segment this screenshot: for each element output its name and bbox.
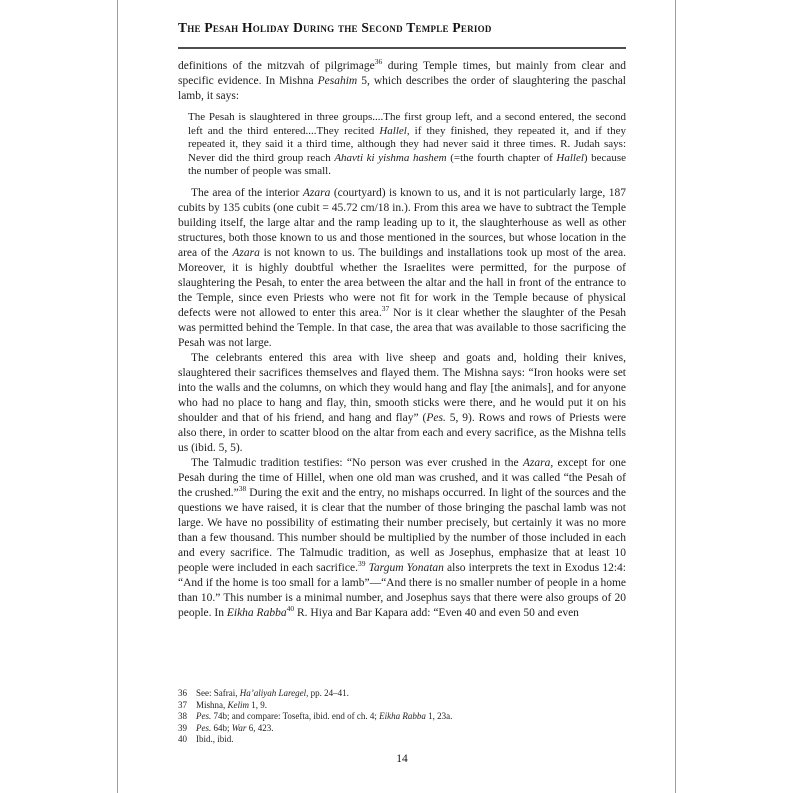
text-run: War <box>231 722 247 733</box>
footnote-row <box>178 734 626 746</box>
text-run: 5, which describes the order of slaughtering the paschal lamb, it says: <box>178 75 627 102</box>
text-run: The Pesah is slaughtered in three groups....The first group left, and a second entered, the second left and the third entered....They recited <box>188 111 626 137</box>
text-run: Pes. <box>196 711 212 722</box>
text-run: Ahavti ki yishma hashem <box>334 151 447 164</box>
footnote-row <box>178 711 626 723</box>
text-run: Azara <box>232 246 260 259</box>
text-run: Pes. <box>196 722 212 733</box>
text-run: 74b; and compare: Tosefta, ibid. end of ch. 4; <box>211 711 380 722</box>
text-run: Hallel <box>556 151 584 164</box>
footnote-number: 36 <box>178 688 187 698</box>
footnote-number: 37 <box>178 699 187 710</box>
body-paragraph <box>178 59 626 104</box>
text-run: Azara <box>302 186 331 199</box>
text-run: during Temple times, but mainly from clear and specific evidence. In Mishna <box>178 60 626 87</box>
text-run: Ha’aliyah Laregel <box>239 688 307 698</box>
text-run: Nor is it clear whether the slaughter of the Pesah was permitted behind the Temple. In that case, the area that was available to those sacrificing the Pesah was not large. <box>178 306 626 349</box>
text-run: , except for one Pesah during the time of Hillel, when one old man was crushed, and it was called “the Pesah of the crushed.” <box>178 456 626 499</box>
page-content <box>178 0 626 793</box>
footnote-text <box>196 711 626 723</box>
text-run: definitions of the mitzvah of pilgrimage <box>178 60 375 72</box>
footnote-text <box>196 723 626 735</box>
text-run: Mishna, <box>196 699 228 710</box>
footnote-text <box>196 688 626 700</box>
footnote-row <box>178 700 626 712</box>
footnote-number: 38 <box>178 711 187 722</box>
footnote-row <box>178 723 626 735</box>
text-run: 1, 23a. <box>425 711 453 722</box>
title-divider <box>178 47 626 49</box>
footnote-ref: 38 <box>238 483 247 493</box>
text-run: Ibid., ibid. <box>196 734 234 745</box>
footnote-row <box>178 688 626 700</box>
footnote-ref: 36 <box>374 57 383 67</box>
text-run: (=the fourth chapter of <box>446 151 557 164</box>
footnote-number: 39 <box>178 722 187 733</box>
text-run: Hallel <box>379 124 407 137</box>
text-run: Eikha Rabba <box>226 606 287 619</box>
page-number: 14 <box>396 753 408 765</box>
text-run: 1, 9. <box>249 699 267 710</box>
text-run: During the exit and the entry, no mishaps occurred. In light of the sources and the questions we have raised, it is clear that the number of those bringing the paschal lamb was not large. We have no possibility of estimating their number precisely, but certainly it was no more than a few thousand. This number should be multiplied by the number of those included in each and every sacrifice. The Talmudic tradition, as well as Josephus, emphasize that at least 10 people were included in each sacrifice. <box>178 486 626 574</box>
block-quote <box>188 111 626 179</box>
text-run: (courtyard) is known to us, and it is not particularly large, 187 cubits by 135 cubits (one cubit = 45.72 cm/18 in.). From this area we have to subtract the Temple building itself, the large altar and the ramp leading up to it, the slaughterhouse as well as other structures, both those known to us and those mentioned in the sources, but whose location in the area of the <box>178 186 626 259</box>
text-run: , pp. 24–41. <box>306 688 349 698</box>
text-run: Pes. <box>426 411 446 424</box>
text-run: , if they finished, they repeated it, and if they repeated it, they said it a third time, although they had never said it three times. R. Judah says: Never did the third group reach <box>188 124 626 164</box>
page-title: The Pesah Holiday During the Second Temple Period <box>178 20 492 35</box>
text-run: The area of the interior <box>191 186 303 199</box>
text-run: Kelim <box>227 699 249 710</box>
text-run: The celebrants entered this area with live sheep and goats and, holding their knives, slaughtered their sacrifices themselves and flayed them. The Mishna says: “Iron hooks were set into the walls and the columns, on which they would hang and flay [the animals], and for anyone who had no place to hang and flay, thin, smooth sticks were there, and he would put it on his shoulder and that of his friend, and hang and flay” ( <box>178 351 626 424</box>
text-run: also interprets the text in Exodus 12:4: “And if the home is too small for a lamb”—“And there is no smaller number of people in a home than 10.” This number is a minimal number, and Josephus says that there were also groups of 20 people. In <box>178 561 627 619</box>
footnote-ref: 39 <box>357 558 366 568</box>
footnotes-section <box>178 688 626 746</box>
text-run: 5, 9). Rows and rows of Priests were also there, in order to scatter blood on the altar from each and every sacrifice, as the Mishna tells us (ibid. 5, 5). <box>178 411 626 454</box>
body-paragraph <box>178 456 626 621</box>
text-run: Pesahim <box>317 75 358 87</box>
text-run: Eikha Rabba <box>379 711 426 722</box>
text-run: Azara <box>522 456 551 469</box>
book-page <box>117 0 676 793</box>
text-run: Targum Yonatan <box>368 561 444 574</box>
body-text <box>178 59 626 621</box>
text-run: 6, 423. <box>246 722 274 733</box>
footnote-ref: 40 <box>286 603 295 613</box>
footnote-ref: 37 <box>381 303 390 313</box>
text-run: is not known to us. The buildings and installations took up most of the area. Moreover, it is highly doubtful whether the Israelites were permitted, for the purpose of slaughtering the Pesah, to enter the area between the altar and the hall in front of the entrance to the Temple, since even Priests who were not fit for work in the Temple because of physical defects were not allowed to enter this area. <box>178 246 626 319</box>
text-run: ) because the number of people was small. <box>188 151 626 177</box>
text-run: 64b; <box>211 722 232 733</box>
body-paragraph <box>178 351 626 456</box>
footnote-text <box>196 734 626 746</box>
text-run: R. Hiya and Bar Kapara add: “Even 40 and even 50 and even <box>294 606 579 619</box>
footnote-number: 40 <box>178 734 187 745</box>
text-run: The Talmudic tradition testifies: “No person was ever crushed in the <box>191 456 523 469</box>
footnote-text <box>196 700 626 712</box>
text-run: See: Safrai, <box>196 688 240 698</box>
body-paragraph <box>178 186 626 351</box>
